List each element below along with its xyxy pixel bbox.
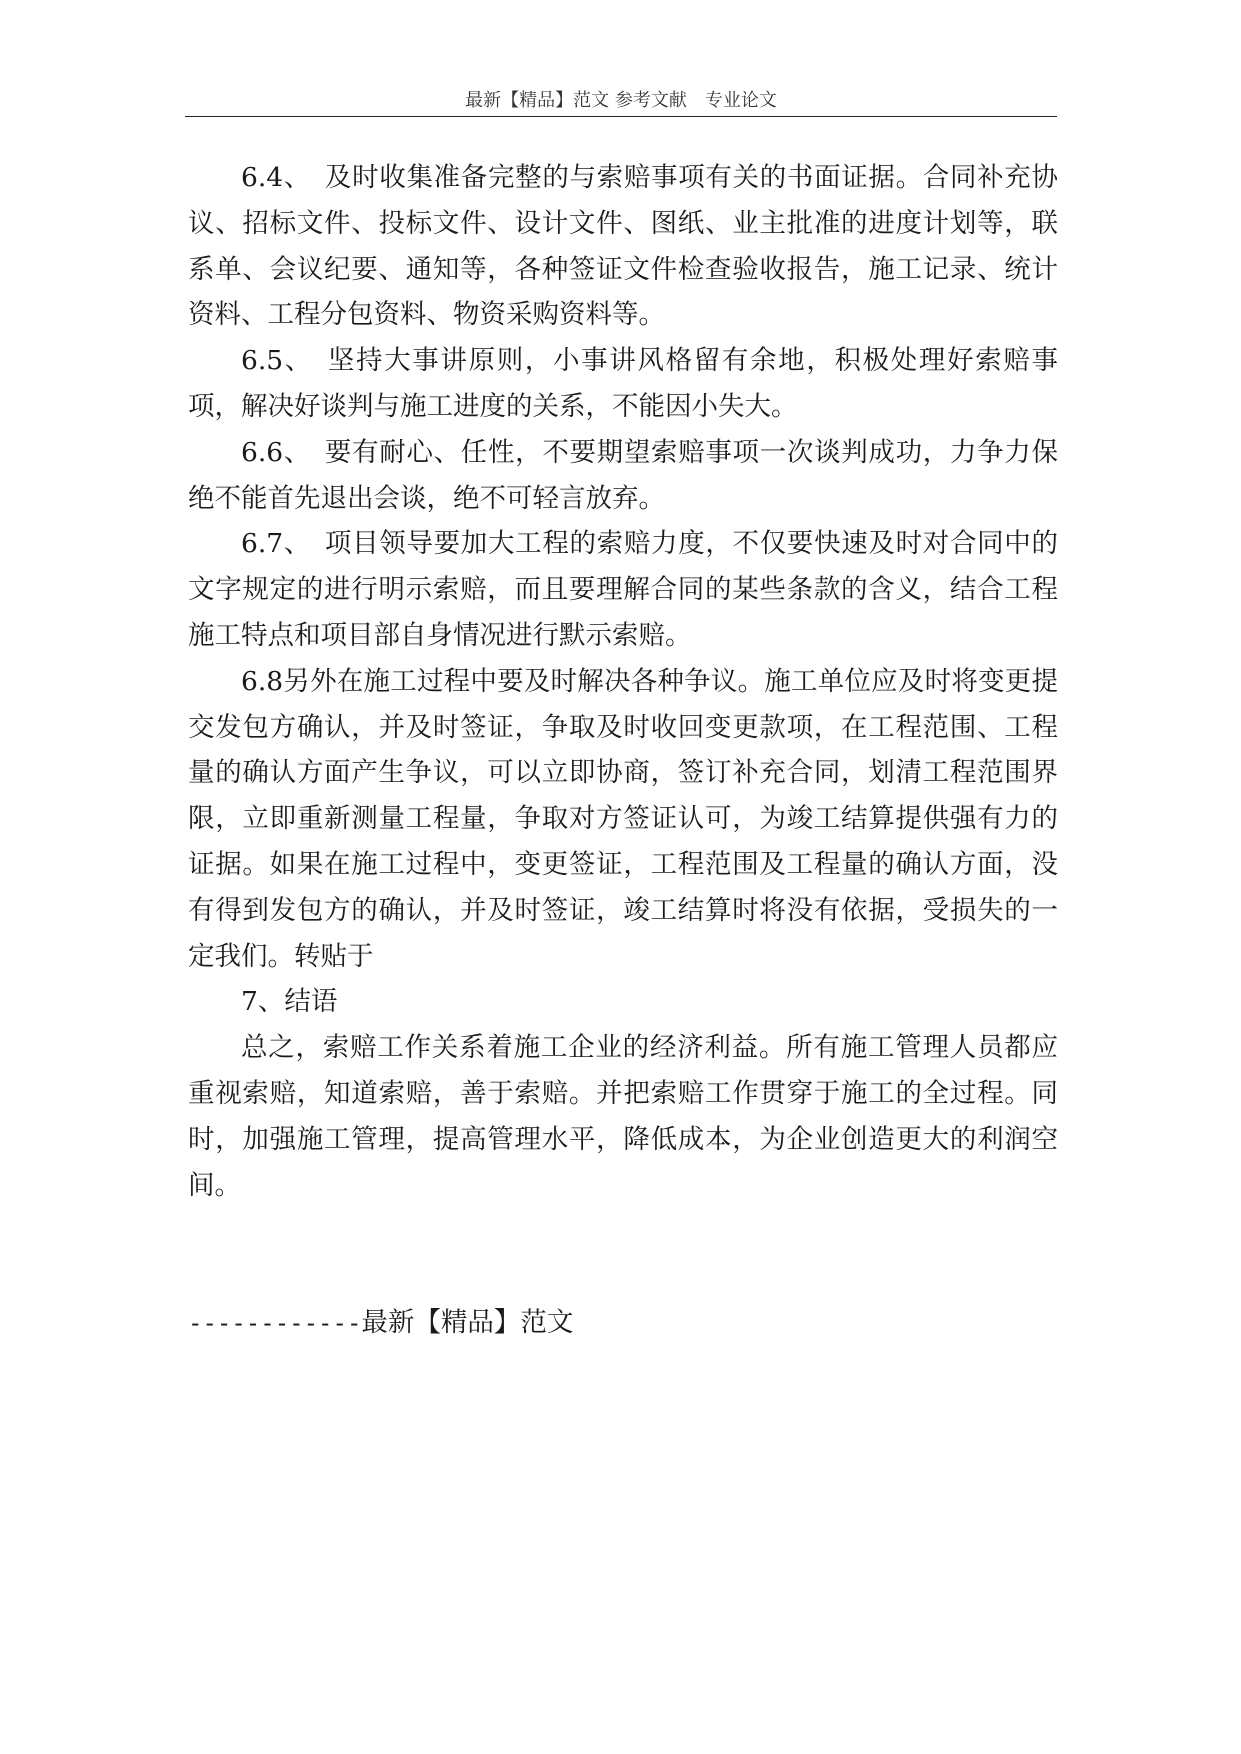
footer-dashes: ------------	[188, 1309, 362, 1337]
footer-text: 最新【精品】范文	[361, 1307, 574, 1338]
paragraph-6-7: 6.7、 项目领导要加大工程的索赔力度，不仅要快速及时对合同中的文字规定的进行明示索赔，而且要理解合同的某些条款的含义，结合工程施工特点和项目部自身情况进行默示索赔。	[188, 528, 1058, 651]
document-body	[188, 155, 1058, 1208]
paragraph-6-4: 6.4、 及时收集准备完整的与索赔事项有关的书面证据。合同补充协议、招标文件、投标文件、设计文件、图纸、业主批准的进度计划等，联系单、会议纪要、通知等，各种签证文件检查验收报告，施工记录、统计资料、工程分包资料、物资采购资料等。	[188, 162, 1058, 331]
section-heading-conclusion: 7、结语	[241, 986, 338, 1018]
paragraph-conclusion: 总之，索赔工作关系着施工企业的经济利益。所有施工管理人员都应重视索赔，知道索赔，善于索赔。并把索赔工作贯穿于施工的全过程。同时，加强施工管理，提高管理水平，降低成本，为企业创造更大的利润空间。	[188, 1032, 1058, 1201]
paragraph-6-5: 6.5、 坚持大事讲原则，小事讲风格留有余地，积极处理好索赔事项，解决好谈判与施工进度的关系，不能因小失大。	[188, 345, 1058, 422]
page-header: 最新【精品】范文 参考文献 专业论文	[465, 90, 777, 111]
header-divider	[185, 116, 1057, 117]
paragraph-6-8: 6.8另外在施工过程中要及时解决各种争议。施工单位应及时将变更提交发包方确认，并及时签证，争取及时收回变更款项，在工程范围、工程量的确认方面产生争议，可以立即协商，签订补充合同，划清工程范围界限，立即重新测量工程量，争取对方签证认可，为竣工结算提供强有力的证据。如果在施工过程中，变更签证，工程范围及工程量的确认方面，没有得到发包方的确认，并及时签证，竣工结算时将没有依据，受损失的一定我们。转贴于	[188, 665, 1058, 972]
paragraph-6-6: 6.6、 要有耐心、任性，不要期望索赔事项一次谈判成功，力争力保绝不能首先退出会谈，绝不可轻言放弃。	[188, 436, 1058, 514]
page-footer	[188, 1303, 573, 1343]
